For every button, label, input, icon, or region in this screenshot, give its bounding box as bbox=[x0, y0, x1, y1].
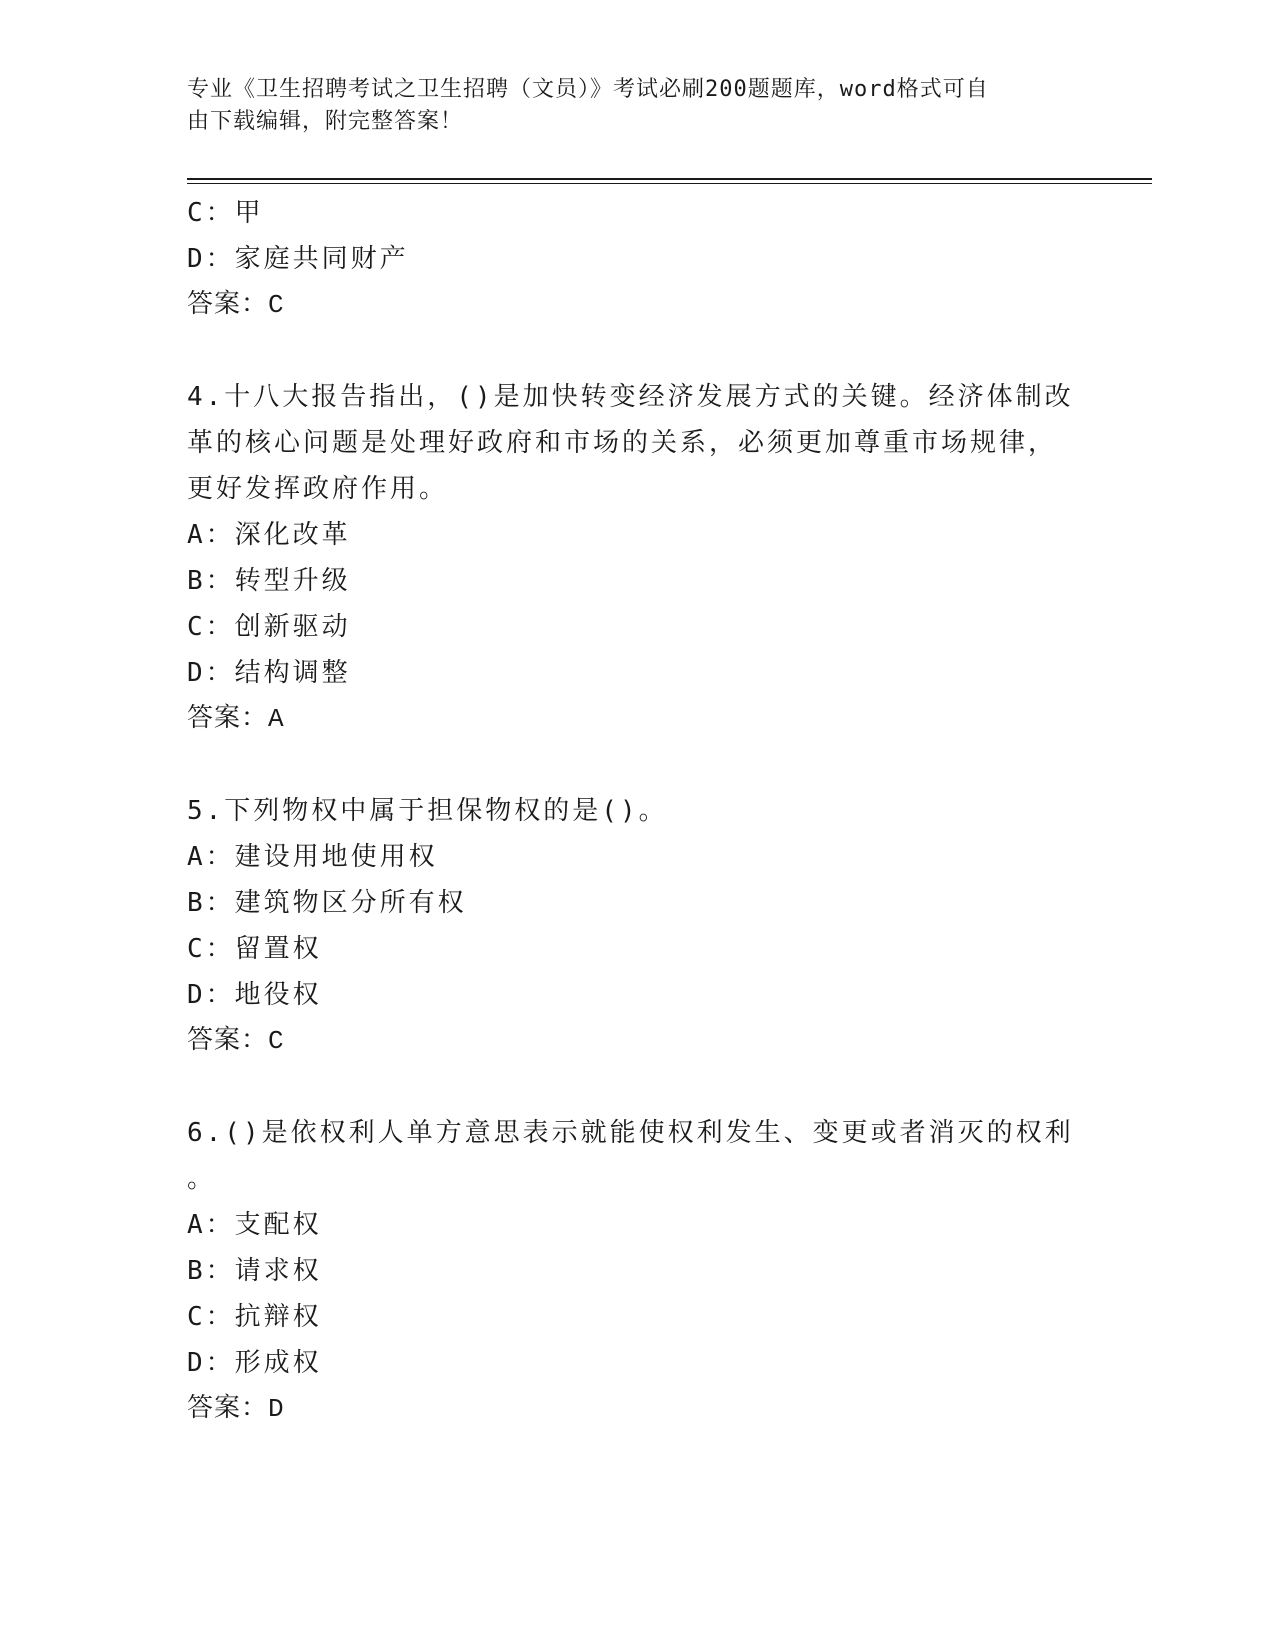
spacer bbox=[187, 742, 1067, 788]
question-list bbox=[187, 190, 1074, 1432]
option-a: A：支配权 bbox=[187, 1210, 322, 1240]
header-divider-thin bbox=[187, 183, 1152, 184]
option-b: B：转型升级 bbox=[187, 566, 351, 596]
question-text-line: 4.十八大报告指出，()是加快转变经济发展方式的关键。经济体制改 bbox=[187, 382, 1074, 412]
option-d: D：地役权 bbox=[187, 980, 322, 1010]
question-3-continued bbox=[187, 190, 1067, 328]
spacer bbox=[187, 1064, 1067, 1110]
option-d: D：形成权 bbox=[187, 1348, 322, 1378]
question-text-line: 5.下列物权中属于担保物权的是()。 bbox=[187, 796, 668, 826]
option-a: A：建设用地使用权 bbox=[187, 842, 438, 872]
option-a: A：深化改革 bbox=[187, 520, 351, 550]
option-c: C：抗辩权 bbox=[187, 1302, 322, 1332]
header-line-2: 由下载编辑，附完整答案！ bbox=[187, 109, 464, 134]
option-b: B：建筑物区分所有权 bbox=[187, 888, 467, 918]
question-text-line: 革的核心问题是处理好政府和市场的关系，必须更加尊重市场规律， bbox=[187, 428, 1058, 458]
question-6 bbox=[187, 1110, 1074, 1432]
question-4 bbox=[187, 374, 1074, 742]
answer-line: 答案：C bbox=[187, 1026, 285, 1056]
header-divider-thick bbox=[187, 178, 1152, 180]
header-line-1: 专业《卫生招聘考试之卫生招聘（文员）》考试必刷200题题库，word格式可自 bbox=[187, 77, 989, 102]
document-header bbox=[187, 74, 1067, 138]
option-d: D：结构调整 bbox=[187, 658, 351, 688]
option-d: D：家庭共同财产 bbox=[187, 244, 409, 274]
question-text-line: 6.()是依权利人单方意思表示就能使权利发生、变更或者消灭的权利 bbox=[187, 1118, 1074, 1148]
question-text-line: 。 bbox=[187, 1164, 217, 1194]
option-c: C：留置权 bbox=[187, 934, 322, 964]
option-c: C：甲 bbox=[187, 198, 264, 228]
option-b: B：请求权 bbox=[187, 1256, 322, 1286]
spacer bbox=[187, 328, 1067, 374]
answer-line: 答案：D bbox=[187, 1394, 285, 1424]
question-5 bbox=[187, 788, 1067, 1064]
answer-line: 答案：C bbox=[187, 290, 285, 320]
option-c: C：创新驱动 bbox=[187, 612, 351, 642]
answer-line: 答案：A bbox=[187, 704, 285, 734]
question-text-line: 更好发挥政府作用。 bbox=[187, 474, 449, 504]
